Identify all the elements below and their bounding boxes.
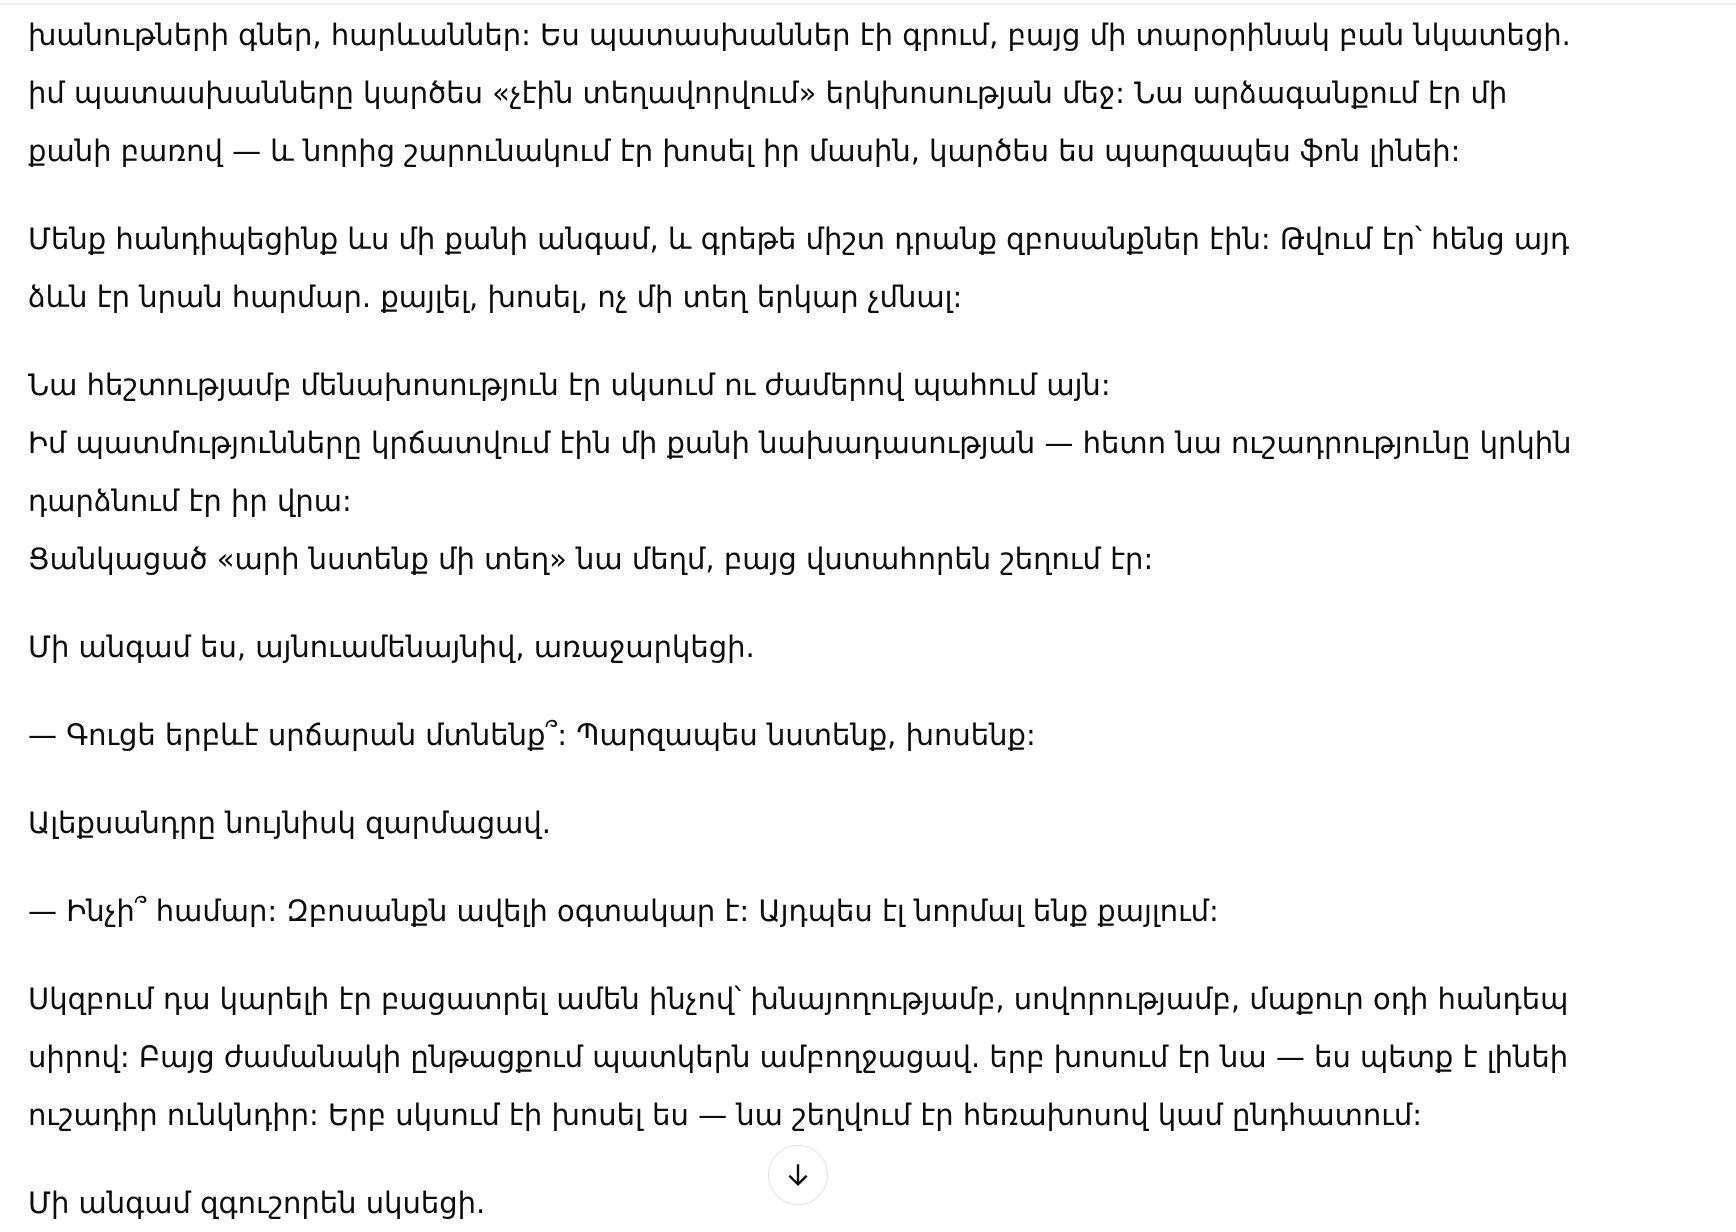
message-paragraph (28, 970, 1716, 1144)
message-paragraph (28, 882, 1716, 940)
top-divider (0, 3, 1736, 5)
chat-message-text (0, 6, 1736, 1232)
message-paragraph (28, 6, 1716, 180)
text-line: Մի անգամ ես, այնուամենայնիվ, առաջարկեցի. (28, 630, 755, 664)
text-line: դարձնում էր իր վրա: (28, 484, 352, 518)
message-paragraph (28, 618, 1716, 676)
text-line: քանի բառով — և նորից շարունակում էր խոսել իր մասին, կարծես ես պարզապես ֆոն լինեի: (28, 134, 1461, 168)
text-line: Մենք հանդիպեցինք ևս մի քանի անգամ, և գրեթե միշտ դրանք զբոսանքներ էին: Թվում էր՝ հենց այդ (28, 222, 1570, 256)
arrow-down-icon (782, 1159, 814, 1191)
text-line: Սկզբում դա կարելի էր բացատրել ամեն ինչով՝ խնայողությամբ, սովորությամբ, մաքուր օդի հանդեպ (28, 982, 1569, 1016)
scroll-to-bottom-button[interactable] (768, 1145, 828, 1205)
text-line: սիրով: Բայց ժամանակի ընթացքում պատկերն ամբողջացավ. երբ խոսում էր նա — ես պետք է լինեի (28, 1040, 1569, 1074)
message-paragraph (28, 794, 1716, 852)
text-line: Իմ պատմությունները կրճատվում էին մի քանի նախադասության — հետո նա ուշադրությունը կրկին (28, 426, 1572, 460)
message-paragraph (28, 706, 1716, 764)
text-line: ձևն էր նրան հարմար. քայլել, խոսել, ոչ մի տեղ երկար չմնալ: (28, 280, 963, 314)
message-paragraph (28, 1174, 1716, 1232)
text-line: իմ պատասխանները կարծես «չէին տեղավորվում» երկխոսության մեջ: Նա արձագանքում էր մի (28, 76, 1508, 110)
text-line: Ալեքսանդրը նույնիսկ զարմացավ. (28, 806, 551, 840)
text-line: — Գուցե երբևէ սրճարան մտնենք՞: Պարզապես նստենք, խոսենք: (28, 718, 1036, 752)
text-line: խանութների գներ, հարևաններ: Ես պատասխաններ էի գրում, բայց մի տարօրինակ բան նկատեցի. (28, 18, 1571, 52)
message-paragraph (28, 356, 1716, 588)
text-line: Ցանկացած «արի նստենք մի տեղ» նա մեղմ, բայց վստահորեն շեղում էր: (28, 542, 1154, 576)
text-line: Մի անգամ զգուշորեն սկսեցի. (28, 1186, 486, 1220)
text-line: Նա հեշտությամբ մենախոսություն էր սկսում ու ժամերով պահում այն: (28, 368, 1111, 402)
message-paragraph (28, 210, 1716, 326)
text-line: ուշադիր ունկնդիր: Երբ սկսում էի խոսել ես — նա շեղվում էր հեռախոսով կամ ընդհատում: (28, 1098, 1423, 1132)
text-line: — Ինչի՞ համար: Զբոսանքն ավելի օգտակար է: Այդպես էլ նորմալ ենք քայլում: (28, 894, 1219, 928)
